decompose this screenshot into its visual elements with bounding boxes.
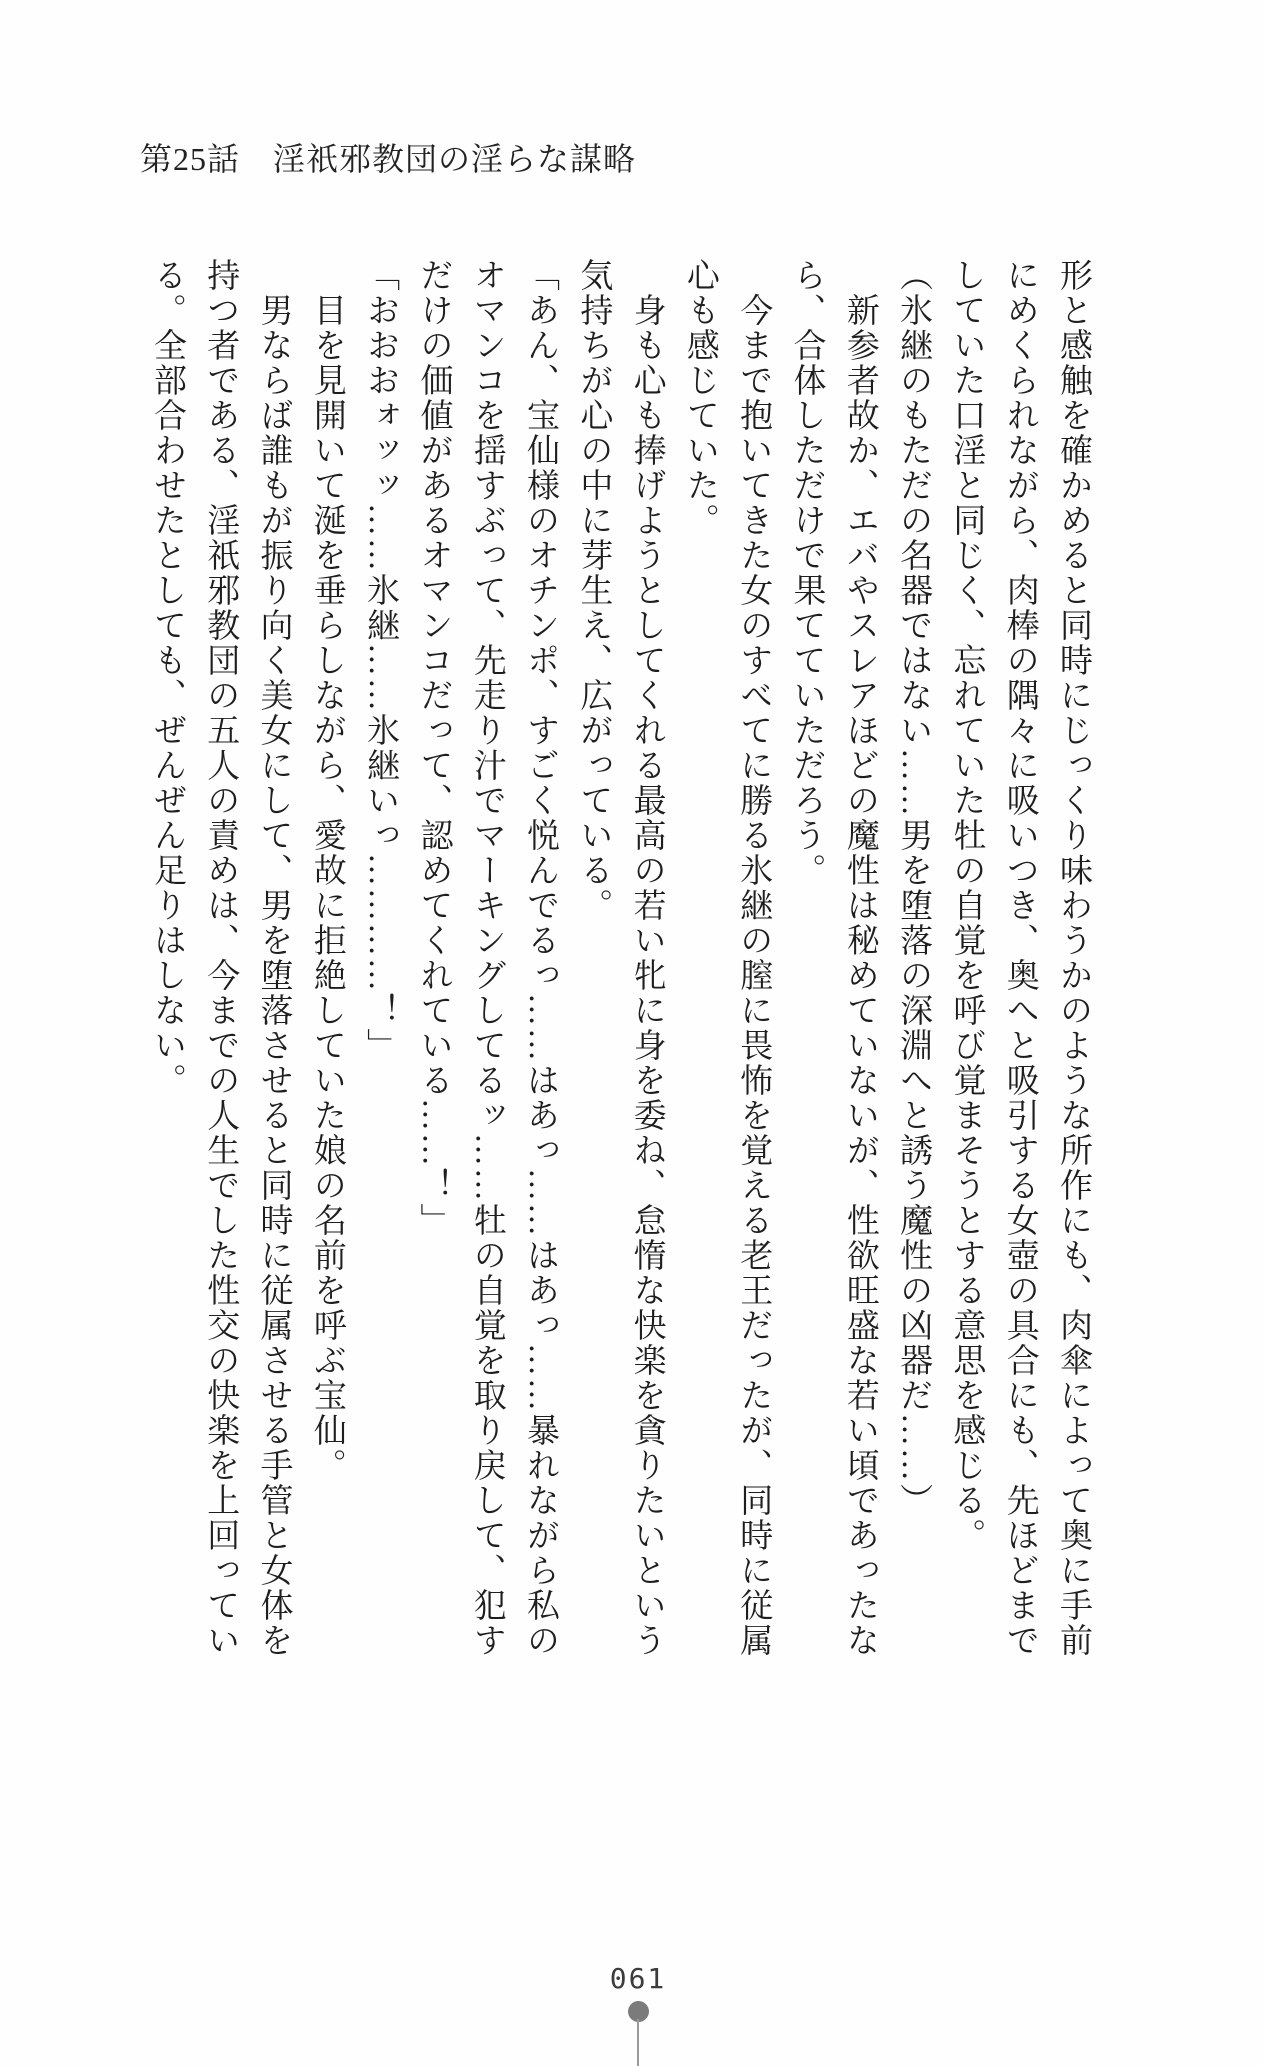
text-column-4: （氷継のもただの名器ではない……男を堕落の深淵へと誘う魔性の凶器だ……） — [895, 258, 932, 1518]
footer-line-ornament — [637, 2019, 639, 2066]
text-column-12: オマンコを揺すぶって、先走り汁でマーキングしてるッ……牡の自覚を取り戻して、犯す — [468, 258, 505, 1658]
page-number: 061 — [609, 1962, 667, 1995]
text-column-10: 気持ちが心の中に芽生え、広がっている。 — [575, 258, 612, 923]
text-column-11: 「あん、宝仙様のオチンポ、すごく悦んでるっ……はあっ……はあっ……暴れながら私の — [522, 258, 559, 1658]
text-column-16: 男ならば誰もが振り向く美女にして、男を堕落させると同時に従属させる手管と女体を — [255, 258, 292, 1658]
text-column-5: 新参者故か、エバやスレアほどの魔性は秘めていないが、性欲旺盛な若い頃であったな — [841, 258, 878, 1658]
text-column-2: にめくられながら、肉棒の隅々に吸いつき、奥へと吸引する女壺の具合にも、先ほどまで — [1001, 258, 1038, 1658]
text-column-18: る。全部合わせたとしても、ぜんぜん足りはしない。 — [148, 258, 185, 1098]
text-column-13: だけの価値があるオマンコだって、認めてくれている……！」 — [415, 258, 452, 1238]
text-column-7: 今まで抱いてきた女のすべてに勝る氷継の膣に畏怖を覚える老王だったが、同時に従属 — [735, 258, 772, 1658]
chapter-heading: 第25話 淫祇邪教団の淫らな謀略 — [140, 141, 637, 177]
text-column-15: 目を見開いて涎を垂らしながら、愛故に拒絶していた娘の名前を呼ぶ宝仙。 — [308, 258, 345, 1483]
text-column-3: していた口淫と同じく、忘れていた牡の自覚を呼び覚まそうとする意思を感じる。 — [948, 258, 985, 1553]
text-column-1: 形と感触を確かめると同時にじっくり味わうかのような所作にも、肉傘によって奥に手前 — [1055, 258, 1091, 1658]
text-column-6: ら、合体しただけで果てていただろう。 — [788, 258, 825, 888]
text-column-8: 心も感じていた。 — [681, 258, 718, 538]
text-column-17: 持つ者である、淫祇邪教団の五人の責めは、今までの人生でした性交の快楽を上回ってい — [202, 258, 239, 1658]
text-column-9: 身も心も捧げようとしてくれる最高の若い牝に身を委ね、怠惰な快楽を貪りたいという — [628, 258, 665, 1658]
main-text — [139, 258, 1099, 1668]
text-column-14: 「おおおォッッ……氷継……氷継いっ…………！」 — [362, 258, 399, 1063]
